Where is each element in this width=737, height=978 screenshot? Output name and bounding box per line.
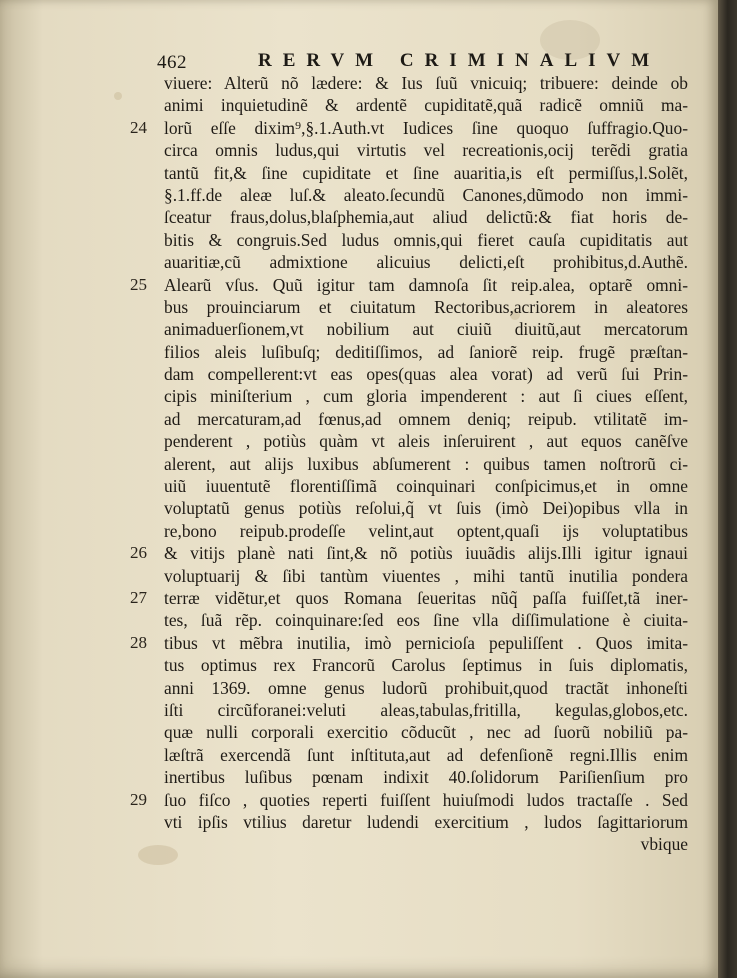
margin-section-number: 25 [130, 274, 147, 294]
text-line-content: bitis & congruis.Sed ludus omnis,qui fieret cauſa cupiditatis aut [164, 229, 688, 250]
text-line-content: animaduerſionem,vt nobilium aut ciuiũ diuitũ,aut mercatorum [164, 319, 688, 340]
text-line-content: viuere: Alterũ nõ lædere: & Ius ſuũ vnicuiq; tribuere: deinde ob [164, 73, 688, 93]
text-line [164, 497, 688, 519]
text-line-content: quæ nulli corporali exercitio cõducũt , nec ad ſuorũ nobiliũ pa- [164, 722, 688, 743]
text-line-content: iſti circũforanei:veluti aleas,tabulas,fritilla, kegulas,globos,etc. [164, 699, 688, 720]
text-line-content: vti ipſis vtilius daretur ludendi exercitium , ludos ſagittariorum [164, 811, 688, 832]
text-line [164, 318, 688, 340]
text-line-content: animi inquietudinẽ & ardentẽ cupiditatẽ,quã radicẽ omniũ ma- [164, 95, 688, 116]
text-line-content: tes, ſuã rẽp. coinquinare:ſed eos ſine vlla diſſimulatione è ciuita- [164, 610, 688, 631]
text-line-content: filios aleis luſibuſq; deditiſſimos, ad ſaniorẽ reip. frugẽ præſtan- [164, 341, 688, 362]
text-line [164, 72, 688, 94]
text-line-content: re,bono reipub.prodeſſe velint,aut optent,quaſi ijs voluptatibus [164, 520, 688, 541]
text-line-content: tantũ fit,& ſine cupiditate et ſine auaritia,is eſt permiſſus,l.Solẽt, [164, 162, 688, 183]
text-line [130, 274, 688, 296]
text-line [164, 721, 688, 743]
text-line [130, 587, 688, 609]
text-line-content: tibus vt mẽbra inutilia, imò pernicioſa pepuliſſent . Quos imita- [164, 632, 688, 653]
text-line [164, 833, 688, 855]
text-line-content: penderent , potiùs quàm vt aleis inſeruirent , aut equos canẽſve [164, 431, 688, 452]
text-line-content: dam compellerent:vt eas opes(quas alea vorat) ad verũ ſui Prin- [164, 364, 688, 385]
text-line [164, 811, 688, 833]
text-line [164, 654, 688, 676]
text-line-content: voluptatũ genus potiùs reſolui,q̃ vt ſuis (imò Dei)opibus vlla in [164, 498, 688, 519]
text-line [130, 542, 688, 564]
text-line [164, 766, 688, 788]
text-line [130, 632, 688, 654]
text-line [164, 609, 688, 631]
text-line [164, 251, 688, 273]
margin-section-number: 29 [130, 789, 147, 809]
text-line-content: uiũ iuuentutẽ florentiſſimã coinquinari conſpicimus,et in omne [164, 476, 688, 497]
text-line [164, 699, 688, 721]
text-line [164, 385, 688, 407]
folio-number: 462 [157, 52, 187, 73]
text-line [164, 430, 688, 452]
text-line [164, 296, 688, 318]
text-line-content: Alearũ vſus. Quũ igitur tam damnoſa ſit reip.alea, optarẽ omni- [164, 274, 688, 295]
margin-section-number: 28 [130, 632, 147, 652]
text-line [164, 206, 688, 228]
text-line [164, 677, 688, 699]
text-line [130, 789, 688, 811]
text-line [164, 520, 688, 542]
text-line-content: vbique [640, 834, 688, 855]
text-line-content: inertibus luſibus pœnam indixit 40.ſolidorum Pariſienſium pro [164, 767, 688, 788]
text-line [164, 453, 688, 475]
text-line [164, 341, 688, 363]
text-line [164, 94, 688, 116]
text-line [164, 363, 688, 385]
text-line-content: cipis miniſterium , cum gloria impenderent : aut ſi ciues eſſent, [164, 386, 688, 407]
text-line-content: lorũ eſſe dixim⁹,§.1.Auth.vt Iudices ſine quoquo ſuffragio.Quo- [164, 117, 688, 138]
text-line-content: læſtrã exercendã ſunt inſtituta,aut ad defenſionẽ regni.Illis enim [164, 744, 688, 765]
text-block [130, 72, 688, 856]
text-line-content: circa omnis ludus,qui virtutis vel recreationis,ocij terẽdi gratia [164, 140, 688, 161]
text-line-content: auaritiæ,cũ admixtione alicuius delicti,eſt prohibitus,d.Authẽ. [164, 252, 688, 273]
text-line [164, 475, 688, 497]
text-line [164, 139, 688, 161]
text-line-content: tus optimus rex Francorũ Carolus ſeptimus in ſuis diplomatis, [164, 655, 688, 676]
text-line-content: §.1.ff.de aleæ luſ.& aleato.ſecundũ Canones,dũmodo non immi- [164, 184, 688, 205]
text-line-content: bus prouinciarum et ciuitatum Rectoribus,acriorem in aleatores [164, 296, 688, 317]
text-line-content: alerent, aut alijs luxibus abſumerent : quibus tamen noſtrorũ ci- [164, 453, 688, 474]
text-line [164, 408, 688, 430]
text-line-content: terræ vidẽtur,et quos Romana ſeueritas nũq̃ paſſa fuiſſet,tã iner- [164, 587, 688, 608]
book-binding [718, 0, 737, 978]
text-line [164, 565, 688, 587]
text-line-content: & vitijs planè nati ſint,& nõ potiùs iuuãdis alijs.Illi igitur ignaui [164, 543, 688, 564]
text-line [164, 162, 688, 184]
text-line [164, 229, 688, 251]
text-line-content: ad mercaturam,ad fœnus,ad omnem deniq; reipub. vtilitatẽ im- [164, 408, 688, 429]
margin-section-number: 26 [130, 543, 147, 563]
running-head: RERVM CRIMINALIVM [258, 50, 661, 71]
foxing-spot [114, 92, 122, 100]
text-line [164, 744, 688, 766]
text-line-content: ſceatur fraus,dolus,blaſphemia,aut aliud delictũ:& fiat horis de- [164, 207, 688, 228]
margin-section-number: 27 [130, 587, 147, 607]
text-line-content: ſuo fiſco , quoties reperti fuiſſent huiuſmodi ludos tractaſſe . Sed [164, 789, 688, 810]
text-line [130, 117, 688, 139]
text-line-content: voluptuarij & ſibi tantùm viuentes , mihi tantũ inutilia pondera [164, 565, 688, 586]
margin-section-number: 24 [130, 117, 147, 137]
text-line-content: anni 1369. omne genus ludorũ prohibuit,quod tractãt inhoneſti [164, 677, 688, 698]
text-line [164, 184, 688, 206]
